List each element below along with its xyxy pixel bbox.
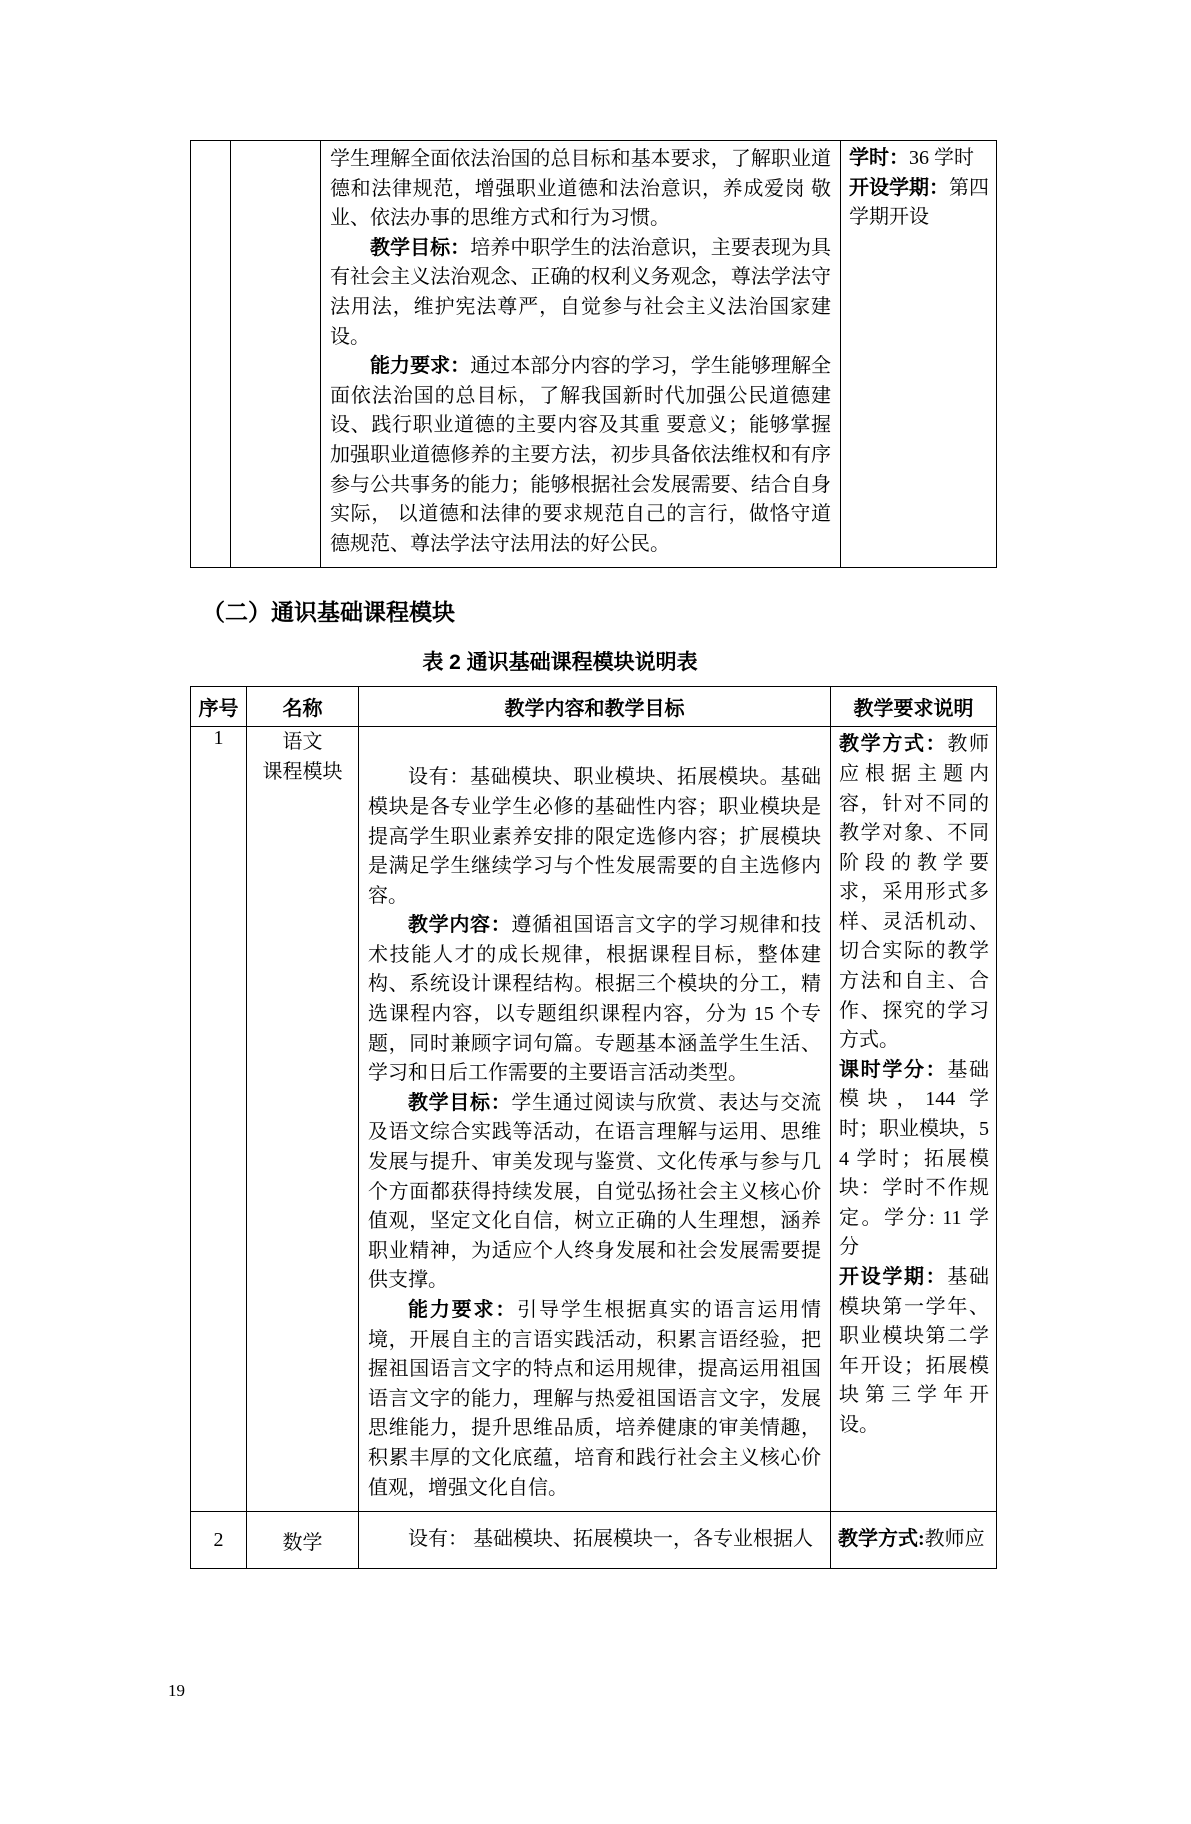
teaching-requirement-cell: [831, 727, 997, 1512]
table-row: [191, 141, 997, 568]
course-name-cell: [247, 727, 359, 1512]
paragraph-modules: 设有：基础模块、职业模块、拓展模块。基础模块是各专业学生必修的基础性内容；职业模块是提高学生职业素养安排的限定选修内容；扩展模块是满足学生继续学习与个性发展需要的自主选修内容。: [368, 766, 821, 907]
paragraph-ability-requirement: 能力要求：引导学生根据真实的语言运用情境，开展自主的言语实践活动，积累言语经验，把握祖国语言文字的特点和运用规律，提高运用祖国语言文字的能力，理解与热爱祖国语言文字，发展思维能力，提升思维品质，培养健康的审美情趣，积累丰厚的文化底蕴，培育和践行社会主义核心价值观，增强文化自信。: [368, 1299, 822, 1499]
paragraph-teaching-method: 教学方式：教师应根据主题内容，针对不同的教学对象、不同阶段的教学要求，采用形式多样、灵活机动、切合实际的教学方法和自主、合作、探究的学习方式。: [839, 733, 990, 1052]
paragraph-ability-requirement: 能力要求：通过本部分内容的学习，学生能够理解全面依法治国的总目标，了解我国新时代加强公民道德建设、践行职业道德的主要内容及其重 要意义；能够掌握加强职业道德修养的主要方法，初步具备依法维权和有序参与公共事务的能力；能够根据社会发展需要、结合自身实际， 以道德和法律的要求规范自己的言行，做恪守道德规范、尊法学法守法用法的好公民。: [330, 355, 832, 555]
header-name: 名称: [247, 687, 359, 727]
paragraph-lead: 教学内容：: [408, 914, 512, 937]
teaching-requirement-cell: [831, 1512, 997, 1569]
paragraph-semester: 开设学期：第四学期开设: [849, 176, 989, 229]
paragraph-teaching-goal: 教学目标：学生通过阅读与欣赏、表达与交流及语文综合实践等活动，在语言理解与运用、思维发展与提升、审美发现与鉴赏、文化传承与参与几个方面都获得持续发展，自觉弘扬社会主义核心价值观，坚定文化自信，树立正确的人生理想，涵养职业精神，为适应个人终身发展和社会发展需要提供支撑。: [368, 1091, 822, 1292]
course-name-cell: 数学: [247, 1512, 359, 1569]
teaching-content-cell: [321, 141, 841, 568]
general-basic-course-table: [190, 686, 997, 1569]
paragraph-modules: 设有： 基础模块、拓展模块一，各专业根据人: [408, 1528, 813, 1551]
serial-cell: 2: [191, 1512, 247, 1569]
header-teaching-content: 教学内容和教学目标: [359, 687, 831, 727]
section-heading: （二）通识基础课程模块: [202, 599, 455, 626]
paragraph-lead: 教学方式：: [839, 733, 948, 756]
page-number: 19: [168, 1681, 185, 1700]
paragraph-hours-credits: 课时学分：基础模块，144 学时；职业模块，54 学时；拓展模块：学时不作规定。学分: 11 学分: [839, 1058, 990, 1259]
name-cell-empty: [231, 141, 321, 568]
teaching-content-cell: [359, 1512, 831, 1569]
table-header-row: [191, 687, 997, 727]
paragraph-hours: 学时：36 学时: [849, 147, 974, 169]
table-row-math: [191, 1512, 997, 1569]
paragraph-lead: 教学目标：: [408, 1091, 512, 1114]
paragraph-lead: 教学目标：: [370, 236, 471, 259]
table-caption: 表 2 通识基础课程模块说明表: [422, 651, 698, 675]
header-serial: 序号: [191, 687, 247, 727]
paragraph-teaching-goal: 教学目标：培养中职学生的法治意识，主要表现为具有社会主义法治观念、正确的权利义务观念，尊法学法守法用法，维护宪法尊严，自觉参与社会主义法治国家建设。: [330, 236, 832, 348]
header-teaching-requirement: 教学要求说明: [831, 687, 997, 727]
table-row-chinese: [191, 727, 997, 1512]
teaching-content-cell: [359, 727, 831, 1512]
paragraph-lead: 学时：: [849, 147, 909, 169]
course-name-line: 课程模块: [262, 761, 343, 784]
paragraph-lead: 能力要求：: [370, 355, 471, 378]
paragraph-lead: 开设学期：: [839, 1266, 948, 1288]
teaching-requirement-cell: [841, 141, 997, 568]
paragraph-semester: 开设学期：基础模块第一学年、职业模块第二学年开设；拓展模块第三学年开设。: [839, 1266, 990, 1436]
paragraph-continuation: 学生理解全面依法治国的总目标和基本要求，了解职业道德和法律规范，增强职业道德和法治意识，养成爱岗 敬业、依法办事的思维方式和行为习惯。: [330, 148, 831, 230]
paragraph-teaching-method: 教学方式:教师应: [838, 1528, 985, 1551]
course-name-line: 语文: [282, 731, 323, 754]
document-page: [0, 140, 1191, 1700]
previous-table-continuation: [190, 140, 997, 568]
paragraph-lead: 能力要求：: [408, 1299, 518, 1321]
paragraph-lead: 教学方式:: [838, 1528, 925, 1551]
paragraph-teaching-content: 教学内容：遵循祖国语言文字的学习规律和技术技能人才的成长规律，根据课程目标，整体建构、系统设计课程结构。根据三个模块的分工，精选课程内容，以专题组织课程内容，分为 15 个专题，同时兼顾字词句篇。专题基本涵盖学生生活、学习和日后工作需要的主要语言活动类型。: [368, 914, 822, 1085]
serial-cell-empty: [191, 141, 231, 568]
paragraph-lead: 课时学分：: [839, 1058, 948, 1081]
serial-cell: 1: [191, 727, 247, 1512]
paragraph-lead: 开设学期：: [849, 176, 949, 199]
